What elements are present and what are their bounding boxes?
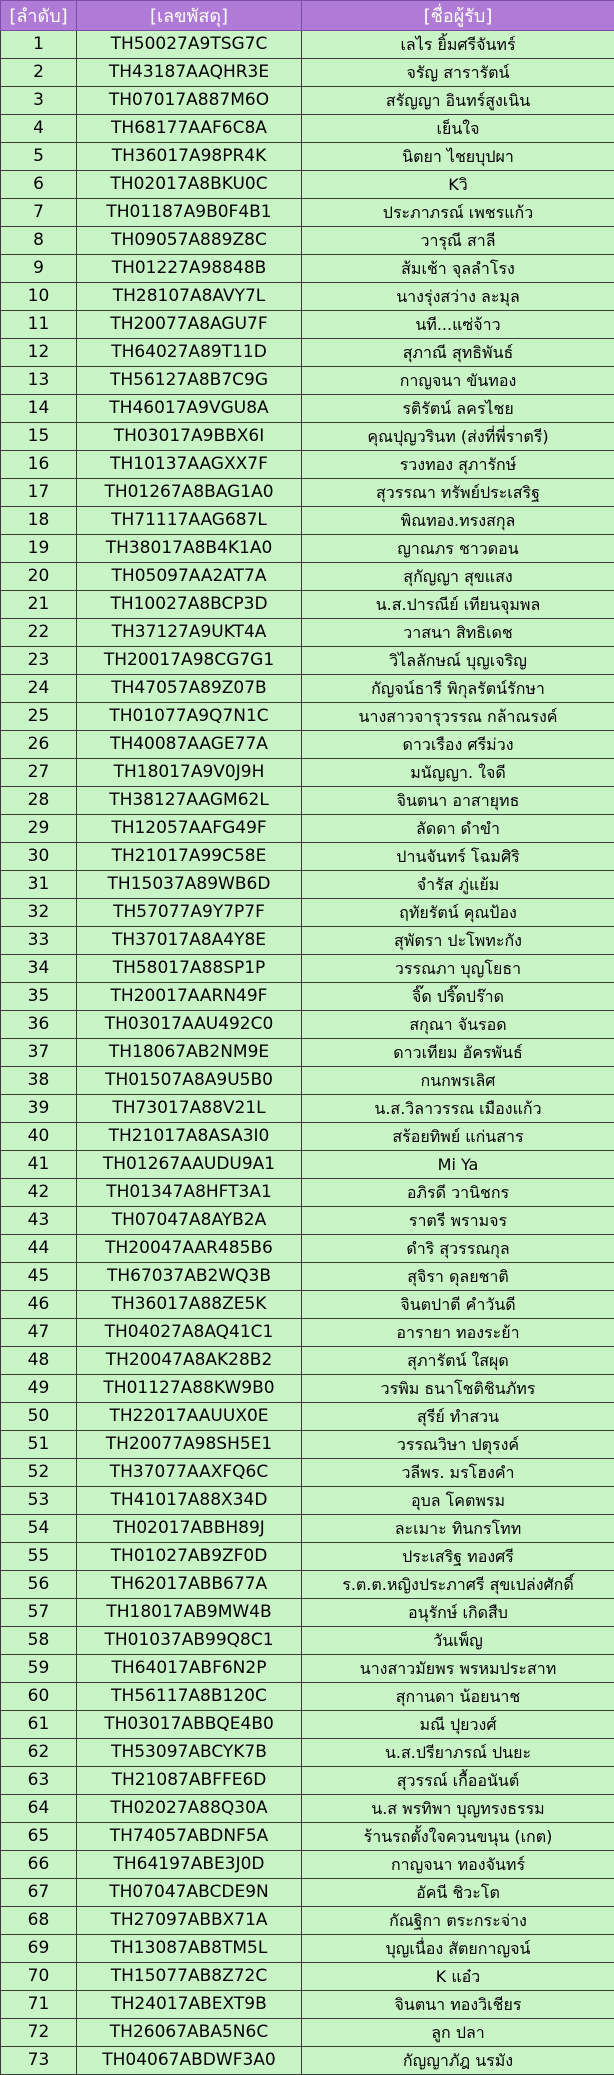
tracking-column-header[interactable]: [เลขพัสดุ] [77, 1, 302, 31]
recipient-name-cell[interactable]: สุกานดา น้อยนาช [302, 1683, 614, 1711]
order-cell[interactable]: 72 [1, 2019, 77, 2047]
order-cell[interactable]: 44 [1, 1235, 77, 1263]
table-row [1, 1039, 614, 1067]
tracking-number-cell[interactable]: TH38127AAGM62L [77, 787, 302, 815]
table-row [1, 1067, 614, 1095]
tracking-number-cell[interactable]: TH74057ABDNF5A [77, 1823, 302, 1851]
table-row [1, 1235, 614, 1263]
order-cell[interactable]: 13 [1, 367, 77, 395]
order-cell[interactable]: 48 [1, 1347, 77, 1375]
recipient-name-cell[interactable]: กนกพรเลิศ [302, 1067, 614, 1095]
recipient-name-cell[interactable]: วาสนา สิทธิเดช [302, 619, 614, 647]
order-cell[interactable]: 23 [1, 647, 77, 675]
table-row [1, 955, 614, 983]
order-cell[interactable]: 30 [1, 843, 77, 871]
table-row [1, 87, 614, 115]
table-row [1, 311, 614, 339]
table-row [1, 1151, 614, 1179]
recipient-name-cell[interactable]: อนุรักษ์ เกิดสืบ [302, 1599, 614, 1627]
table-row [1, 1487, 614, 1515]
table-row [1, 339, 614, 367]
order-cell[interactable]: 9 [1, 255, 77, 283]
order-cell[interactable]: 43 [1, 1207, 77, 1235]
order-cell[interactable]: 16 [1, 451, 77, 479]
tracking-number-cell[interactable]: TH37077AAXFQ6C [77, 1459, 302, 1487]
table-row [1, 787, 614, 815]
tracking-number-cell[interactable]: TH01347A8HFT3A1 [77, 1179, 302, 1207]
table-row [1, 1767, 614, 1795]
table-row [1, 1935, 614, 1963]
tracking-number-cell[interactable]: TH04067ABDWF3A0 [77, 2047, 302, 2075]
tracking-number-cell[interactable]: TH64027A89T11D [77, 339, 302, 367]
recipient-name-cell[interactable]: ดาวเรือง ศรีม่วง [302, 731, 614, 759]
table-row [1, 1599, 614, 1627]
table-row [1, 1291, 614, 1319]
recipient-name-cell[interactable]: ญาณภร ชาวดอน [302, 535, 614, 563]
tracking-number-cell[interactable]: TH07047ABCDE9N [77, 1879, 302, 1907]
order-cell[interactable]: 40 [1, 1123, 77, 1151]
recipient-name-cell[interactable]: สุวรรณา ทรัพย์ประเสริฐ [302, 479, 614, 507]
recipient-name-cell[interactable]: น.ส.วิลาวรรณ เมืองแก้ว [302, 1095, 614, 1123]
tracking-number-cell[interactable]: TH21087ABFFE6D [77, 1767, 302, 1795]
tracking-number-cell[interactable]: TH20077A98SH5E1 [77, 1431, 302, 1459]
order-cell[interactable]: 55 [1, 1543, 77, 1571]
table-row [1, 1963, 614, 1991]
table-row [1, 647, 614, 675]
table-row [1, 1683, 614, 1711]
tracking-number-cell[interactable]: TH57077A9Y7P7F [77, 899, 302, 927]
order-cell[interactable]: 28 [1, 787, 77, 815]
order-cell[interactable]: 17 [1, 479, 77, 507]
recipient-name-cell[interactable]: นางรุ่งสว่าง ละมุล [302, 283, 614, 311]
table-row [1, 1795, 614, 1823]
tracking-number-cell[interactable]: TH36017A88ZE5K [77, 1291, 302, 1319]
tracking-number-cell[interactable]: TH07017A887M6O [77, 87, 302, 115]
tracking-number-cell[interactable]: TH67037AB2WQ3B [77, 1263, 302, 1291]
order-cell[interactable]: 29 [1, 815, 77, 843]
table-row [1, 1319, 614, 1347]
order-cell[interactable]: 42 [1, 1179, 77, 1207]
table-row [1, 1179, 614, 1207]
recipient-name-cell[interactable]: จินตนา อาสายุทธ [302, 787, 614, 815]
tracking-number-cell[interactable]: TH09057A889Z8C [77, 227, 302, 255]
recipient-column-header[interactable]: [ชื่อผู้รับ] [302, 1, 614, 31]
tracking-number-cell[interactable]: TH40087AAGE77A [77, 731, 302, 759]
table-row [1, 115, 614, 143]
recipient-name-cell[interactable]: สุวรรณ์ เกื้ออนันต์ [302, 1767, 614, 1795]
tracking-number-cell[interactable]: TH37017A8A4Y8E [77, 927, 302, 955]
recipient-name-cell[interactable]: นางสาวมัยพร พรหมประสาท [302, 1655, 614, 1683]
tracking-number-cell[interactable]: TH02017ABBH89J [77, 1515, 302, 1543]
table-row [1, 1655, 614, 1683]
tracking-number-cell[interactable]: TH62017ABB677A [77, 1571, 302, 1599]
table-row [1, 731, 614, 759]
order-cell[interactable]: 6 [1, 171, 77, 199]
tracking-number-cell[interactable]: TH64197ABE3J0D [77, 1851, 302, 1879]
tracking-number-cell[interactable]: TH68177AAF6C8A [77, 115, 302, 143]
order-cell[interactable]: 7 [1, 199, 77, 227]
table-row [1, 703, 614, 731]
table-row [1, 871, 614, 899]
order-cell[interactable]: 39 [1, 1095, 77, 1123]
recipient-name-cell[interactable]: สุพัตรา ปะโพทะกัง [302, 927, 614, 955]
order-cell[interactable]: 50 [1, 1403, 77, 1431]
order-cell[interactable]: 24 [1, 675, 77, 703]
order-cell[interactable]: 22 [1, 619, 77, 647]
order-cell[interactable]: 70 [1, 1963, 77, 1991]
tracking-number-cell[interactable]: TH36017A98PR4K [77, 143, 302, 171]
recipient-name-cell[interactable]: วิไลลักษณ์ บุญเจริญ [302, 647, 614, 675]
order-cell[interactable]: 64 [1, 1795, 77, 1823]
order-column-header[interactable]: [ลำดับ] [1, 1, 77, 31]
tracking-number-cell[interactable]: TH01037AB99Q8C1 [77, 1627, 302, 1655]
order-cell[interactable]: 56 [1, 1571, 77, 1599]
tracking-number-cell[interactable]: TH18017AB9MW4B [77, 1599, 302, 1627]
tracking-number-cell[interactable]: TH15077AB8Z72C [77, 1963, 302, 1991]
table-row [1, 983, 614, 1011]
tracking-number-cell[interactable]: TH03017ABBQE4B0 [77, 1711, 302, 1739]
table-row [1, 1011, 614, 1039]
tracking-number-cell[interactable]: TH18067AB2NM9E [77, 1039, 302, 1067]
order-cell[interactable]: 38 [1, 1067, 77, 1095]
order-cell[interactable]: 25 [1, 703, 77, 731]
table-row [1, 451, 614, 479]
recipient-name-cell[interactable]: ร.ต.ต.หญิงประภาศรี สุขเปล่งศักดิ์ [302, 1571, 614, 1599]
recipient-name-cell[interactable]: มณี ปุยวงศ์ [302, 1711, 614, 1739]
table-row [1, 367, 614, 395]
table-row [1, 2019, 614, 2047]
table-row [1, 843, 614, 871]
tracking-number-cell[interactable]: TH64017ABF6N2P [77, 1655, 302, 1683]
order-cell[interactable]: 20 [1, 563, 77, 591]
table-row [1, 899, 614, 927]
table-row [1, 31, 614, 59]
table-row [1, 1991, 614, 2019]
table-row [1, 815, 614, 843]
order-cell[interactable]: 46 [1, 1291, 77, 1319]
recipient-name-cell[interactable]: ปานจันทร์ โฉมศิริ [302, 843, 614, 871]
tracking-number-cell[interactable]: TH56127A8B7C9G [77, 367, 302, 395]
recipient-name-cell[interactable]: เลไร ยิ้มศรีจันทร์ [302, 31, 614, 59]
tracking-number-cell[interactable]: TH24017ABEXT9B [77, 1991, 302, 2019]
recipient-name-cell[interactable]: วันเพ็ญ [302, 1627, 614, 1655]
recipient-name-cell[interactable]: สุกัญญา สุขแสง [302, 563, 614, 591]
recipient-name-cell[interactable]: จำรัส ภู่แย้ม [302, 871, 614, 899]
table-row [1, 171, 614, 199]
tracking-number-cell[interactable]: TH56117A8B120C [77, 1683, 302, 1711]
recipient-name-cell[interactable]: บุญเนื่อง สัตยกาญจน์ [302, 1935, 614, 1963]
order-cell[interactable]: 57 [1, 1599, 77, 1627]
order-cell[interactable]: 52 [1, 1459, 77, 1487]
table-row [1, 563, 614, 591]
table-row [1, 927, 614, 955]
tracking-number-cell[interactable]: TH26067ABA5N6C [77, 2019, 302, 2047]
recipient-name-cell[interactable]: ดาวเทียม อัครพันธ์ [302, 1039, 614, 1067]
tracking-number-cell[interactable]: TH20017A98CG7G1 [77, 647, 302, 675]
recipient-name-cell[interactable]: ร้านรถตั้งใจควนขนุน (เกต) [302, 1823, 614, 1851]
recipient-name-cell[interactable]: สร้อยทิพย์ แก่นสาร [302, 1123, 614, 1151]
order-cell[interactable]: 18 [1, 507, 77, 535]
table-row [1, 1711, 614, 1739]
tracking-number-cell[interactable]: TH10027A8BCP3D [77, 591, 302, 619]
tracking-number-cell[interactable]: TH27097ABBX71A [77, 1907, 302, 1935]
table-row [1, 1907, 614, 1935]
table-row [1, 199, 614, 227]
tracking-number-cell[interactable]: TH12057AAFG49F [77, 815, 302, 843]
recipient-name-cell[interactable]: นิตยา ไชยบุปผา [302, 143, 614, 171]
table-row [1, 1515, 614, 1543]
order-cell[interactable]: 4 [1, 115, 77, 143]
recipient-name-cell[interactable]: วรรณวิษา ปตุรงค์ [302, 1431, 614, 1459]
table-row [1, 507, 614, 535]
table-row [1, 1207, 614, 1235]
order-cell[interactable]: 37 [1, 1039, 77, 1067]
order-cell[interactable]: 35 [1, 983, 77, 1011]
order-cell[interactable]: 26 [1, 731, 77, 759]
tracking-number-cell[interactable]: TH20047AAR485B6 [77, 1235, 302, 1263]
recipient-name-cell[interactable]: สุจิรา ดุลยชาติ [302, 1263, 614, 1291]
recipient-name-cell[interactable]: อภิรดี วานิชกร [302, 1179, 614, 1207]
table-row [1, 1571, 614, 1599]
table-row [1, 619, 614, 647]
order-cell[interactable]: 53 [1, 1487, 77, 1515]
tracking-number-cell[interactable]: TH28107A8AVY7L [77, 283, 302, 311]
order-cell[interactable]: 12 [1, 339, 77, 367]
table-row [1, 283, 614, 311]
recipient-name-cell[interactable]: สกุณา จันรอด [302, 1011, 614, 1039]
recipient-name-cell[interactable]: นางสาวจารุวรรณ กล้าณรงค์ [302, 703, 614, 731]
order-cell[interactable]: 2 [1, 59, 77, 87]
recipient-name-cell[interactable]: กัณฐิกา ตระกระจ่าง [302, 1907, 614, 1935]
tracking-number-cell[interactable]: TH20077A8AGU7F [77, 311, 302, 339]
recipient-name-cell[interactable]: สุรีย์ ทำสวน [302, 1403, 614, 1431]
tracking-number-cell[interactable]: TH46017A9VGU8A [77, 395, 302, 423]
tracking-number-cell[interactable]: TH01027AB9ZF0D [77, 1543, 302, 1571]
order-cell[interactable]: 33 [1, 927, 77, 955]
tracking-number-cell[interactable]: TH15037A89WB6D [77, 871, 302, 899]
order-cell[interactable]: 61 [1, 1711, 77, 1739]
order-cell[interactable]: 62 [1, 1739, 77, 1767]
recipient-name-cell[interactable]: ลูก ปลา [302, 2019, 614, 2047]
recipient-name-cell[interactable]: ประเสริฐ ทองศรี [302, 1543, 614, 1571]
table-row [1, 1431, 614, 1459]
tracking-number-cell[interactable]: TH02027A88Q30A [77, 1795, 302, 1823]
recipient-name-cell[interactable]: คุณปุญวรินท (ส่งที่พี่ราตรี) [302, 423, 614, 451]
tracking-number-cell[interactable]: TH53097ABCYK7B [77, 1739, 302, 1767]
tracking-number-cell[interactable]: TH01187A9B0F4B1 [77, 199, 302, 227]
tracking-number-cell[interactable]: TH01267AAUDU9A1 [77, 1151, 302, 1179]
recipient-name-cell[interactable]: สรัญญา อินทร์สูงเนิน [302, 87, 614, 115]
order-cell[interactable]: 15 [1, 423, 77, 451]
tracking-number-cell[interactable]: TH03017A9BBX6I [77, 423, 302, 451]
order-cell[interactable]: 73 [1, 2047, 77, 2075]
table-row [1, 479, 614, 507]
recipient-name-cell[interactable]: สุภารัตน์ ใสผุด [302, 1347, 614, 1375]
recipient-name-cell[interactable]: น.ส พรทิพา บุญทรงธรรม [302, 1795, 614, 1823]
recipient-name-cell[interactable]: ดำริ สุวรรณกุล [302, 1235, 614, 1263]
recipient-name-cell[interactable]: ละเมาะ ทินกรโทท [302, 1515, 614, 1543]
order-cell[interactable]: 5 [1, 143, 77, 171]
recipient-name-cell[interactable]: จินตปาตี คำวันดี [302, 1291, 614, 1319]
recipient-name-cell[interactable]: น.ส.ปารณีย์ เทียนจุมพล [302, 591, 614, 619]
tracking-number-cell[interactable]: TH71117AAG687L [77, 507, 302, 535]
recipient-name-cell[interactable]: วรพิม ธนาโชติชินภัทร [302, 1375, 614, 1403]
tracking-number-cell[interactable]: TH20047A8AK28B2 [77, 1347, 302, 1375]
order-cell[interactable]: 36 [1, 1011, 77, 1039]
tracking-number-cell[interactable]: TH03017AAU492C0 [77, 1011, 302, 1039]
table-row [1, 591, 614, 619]
header-row [1, 1, 614, 31]
table-row [1, 143, 614, 171]
recipient-name-cell[interactable]: ฤทัยรัตน์ คุณป้อง [302, 899, 614, 927]
tracking-number-cell[interactable]: TH01127A88KW9B0 [77, 1375, 302, 1403]
order-cell[interactable]: 8 [1, 227, 77, 255]
order-cell[interactable]: 58 [1, 1627, 77, 1655]
tracking-number-cell[interactable]: TH02017A8BKU0C [77, 171, 302, 199]
recipient-name-cell[interactable]: K แอ๋ว [302, 1963, 614, 1991]
order-cell[interactable]: 10 [1, 283, 77, 311]
tracking-number-cell[interactable]: TH21017A8ASA3I0 [77, 1123, 302, 1151]
tracking-number-cell[interactable]: TH01227A98848B [77, 255, 302, 283]
order-cell[interactable]: 41 [1, 1151, 77, 1179]
order-cell[interactable]: 59 [1, 1655, 77, 1683]
order-cell[interactable]: 47 [1, 1319, 77, 1347]
order-cell[interactable]: 69 [1, 1935, 77, 1963]
tracking-number-cell[interactable]: TH10137AAGXX7F [77, 451, 302, 479]
table-row [1, 227, 614, 255]
table-row [1, 1095, 614, 1123]
recipient-name-cell[interactable]: กัญจน์ธารี พิกุลรัตน์รักษา [302, 675, 614, 703]
table-row [1, 535, 614, 563]
order-cell[interactable]: 45 [1, 1263, 77, 1291]
table-row [1, 1375, 614, 1403]
recipient-name-cell[interactable]: สุภาณี สุทธิพันธ์ [302, 339, 614, 367]
table-row [1, 1347, 614, 1375]
table-row [1, 395, 614, 423]
tracking-number-cell[interactable]: TH05097AA2AT7A [77, 563, 302, 591]
recipient-name-cell[interactable]: รติรัตน์ ลครไชย [302, 395, 614, 423]
tracking-number-cell[interactable]: TH01507A8A9U5B0 [77, 1067, 302, 1095]
recipient-name-cell[interactable]: กาญจนา ขันทอง [302, 367, 614, 395]
tracking-number-cell[interactable]: TH07047A8AYB2A [77, 1207, 302, 1235]
table-row [1, 255, 614, 283]
tracking-number-cell[interactable]: TH38017A8B4K1A0 [77, 535, 302, 563]
tracking-number-cell[interactable]: TH20017AARN49F [77, 983, 302, 1011]
tracking-number-cell[interactable]: TH47057A89Z07B [77, 675, 302, 703]
order-cell[interactable]: 32 [1, 899, 77, 927]
order-cell[interactable]: 63 [1, 1767, 77, 1795]
tracking-number-cell[interactable]: TH18017A9V0J9H [77, 759, 302, 787]
table-row [1, 59, 614, 87]
table-row [1, 1403, 614, 1431]
table-row [1, 1823, 614, 1851]
recipient-name-cell[interactable]: กาญจนา ทองจันทร์ [302, 1851, 614, 1879]
table-row [1, 675, 614, 703]
order-cell[interactable]: 3 [1, 87, 77, 115]
order-cell[interactable]: 51 [1, 1431, 77, 1459]
recipient-name-cell[interactable]: มนัญญา. ใจดี [302, 759, 614, 787]
table-row [1, 423, 614, 451]
recipient-name-cell[interactable]: อัคนี ชิวะโต [302, 1879, 614, 1907]
order-cell[interactable]: 68 [1, 1907, 77, 1935]
table-row [1, 1543, 614, 1571]
table-row [1, 759, 614, 787]
recipient-name-cell[interactable]: วลีพร. มรโฮงคำ [302, 1459, 614, 1487]
recipient-name-cell[interactable]: ราตรี พรามจร [302, 1207, 614, 1235]
table-row [1, 1263, 614, 1291]
tracking-number-cell[interactable]: TH13087AB8TM5L [77, 1935, 302, 1963]
order-cell[interactable]: 31 [1, 871, 77, 899]
tracking-number-cell[interactable]: TH73017A88V21L [77, 1095, 302, 1123]
recipient-name-cell[interactable]: ประภาภรณ์ เพชรแก้ว [302, 199, 614, 227]
tracking-number-cell[interactable]: TH04027A8AQ41C1 [77, 1319, 302, 1347]
table-row [1, 1459, 614, 1487]
recipient-name-cell[interactable]: วารุณี สาลี [302, 227, 614, 255]
tracking-number-cell[interactable]: TH41017A88X34D [77, 1487, 302, 1515]
tracking-number-cell[interactable]: TH21017A99C58E [77, 843, 302, 871]
order-cell[interactable]: 21 [1, 591, 77, 619]
order-cell[interactable]: 49 [1, 1375, 77, 1403]
table-row [1, 1851, 614, 1879]
tracking-number-cell[interactable]: TH58017A88SP1P [77, 955, 302, 983]
tracking-number-cell[interactable]: TH50027A9TSG7C [77, 31, 302, 59]
order-cell[interactable]: 71 [1, 1991, 77, 2019]
tracking-number-cell[interactable]: TH01077A9Q7N1C [77, 703, 302, 731]
order-cell[interactable]: 34 [1, 955, 77, 983]
recipient-name-cell[interactable]: ลัดดา ดำขำ [302, 815, 614, 843]
order-cell[interactable]: 11 [1, 311, 77, 339]
order-cell[interactable]: 66 [1, 1851, 77, 1879]
recipient-name-cell[interactable]: วรรณภา บุญโยธา [302, 955, 614, 983]
table-row [1, 2047, 614, 2075]
recipient-name-cell[interactable]: รวงทอง สุภารักษ์ [302, 451, 614, 479]
order-cell[interactable]: 67 [1, 1879, 77, 1907]
table-row [1, 1879, 614, 1907]
recipient-name-cell[interactable]: จินตนา ทองวิเชียร [302, 1991, 614, 2019]
recipient-name-cell[interactable]: ส้มเช้า จุลลำโรง [302, 255, 614, 283]
recipient-name-cell[interactable]: Mi Ya [302, 1151, 614, 1179]
recipient-name-cell[interactable]: Kวิ [302, 171, 614, 199]
recipient-name-cell[interactable]: กัญญาภัฎ นรมัง [302, 2047, 614, 2075]
recipient-name-cell[interactable]: น.ส.ปรียาภรณ์ ปนยะ [302, 1739, 614, 1767]
tracking-number-cell[interactable]: TH01267A8BAG1A0 [77, 479, 302, 507]
order-cell[interactable]: 1 [1, 31, 77, 59]
tracking-number-cell[interactable]: TH43187AAQHR3E [77, 59, 302, 87]
table-row [1, 1123, 614, 1151]
order-cell[interactable]: 14 [1, 395, 77, 423]
tracking-number-cell[interactable]: TH22017AAUUX0E [77, 1403, 302, 1431]
recipient-name-cell[interactable]: อุบล โคตพรม [302, 1487, 614, 1515]
recipient-name-cell[interactable]: นที...แซ่จ้าว [302, 311, 614, 339]
recipient-name-cell[interactable]: จรัญ สารารัตน์ [302, 59, 614, 87]
recipient-name-cell[interactable]: อารายา ทองระย้า [302, 1319, 614, 1347]
order-cell[interactable]: 27 [1, 759, 77, 787]
recipient-name-cell[interactable]: เย็นใจ [302, 115, 614, 143]
order-cell[interactable]: 54 [1, 1515, 77, 1543]
tracking-number-cell[interactable]: TH37127A9UKT4A [77, 619, 302, 647]
order-cell[interactable]: 19 [1, 535, 77, 563]
recipient-name-cell[interactable]: พิณทอง.ทรงสกุล [302, 507, 614, 535]
table-row [1, 1739, 614, 1767]
recipient-name-cell[interactable]: จิ๊ด ปริ๊ดปร๊าด [302, 983, 614, 1011]
order-cell[interactable]: 65 [1, 1823, 77, 1851]
order-cell[interactable]: 60 [1, 1683, 77, 1711]
table-row [1, 1627, 614, 1655]
